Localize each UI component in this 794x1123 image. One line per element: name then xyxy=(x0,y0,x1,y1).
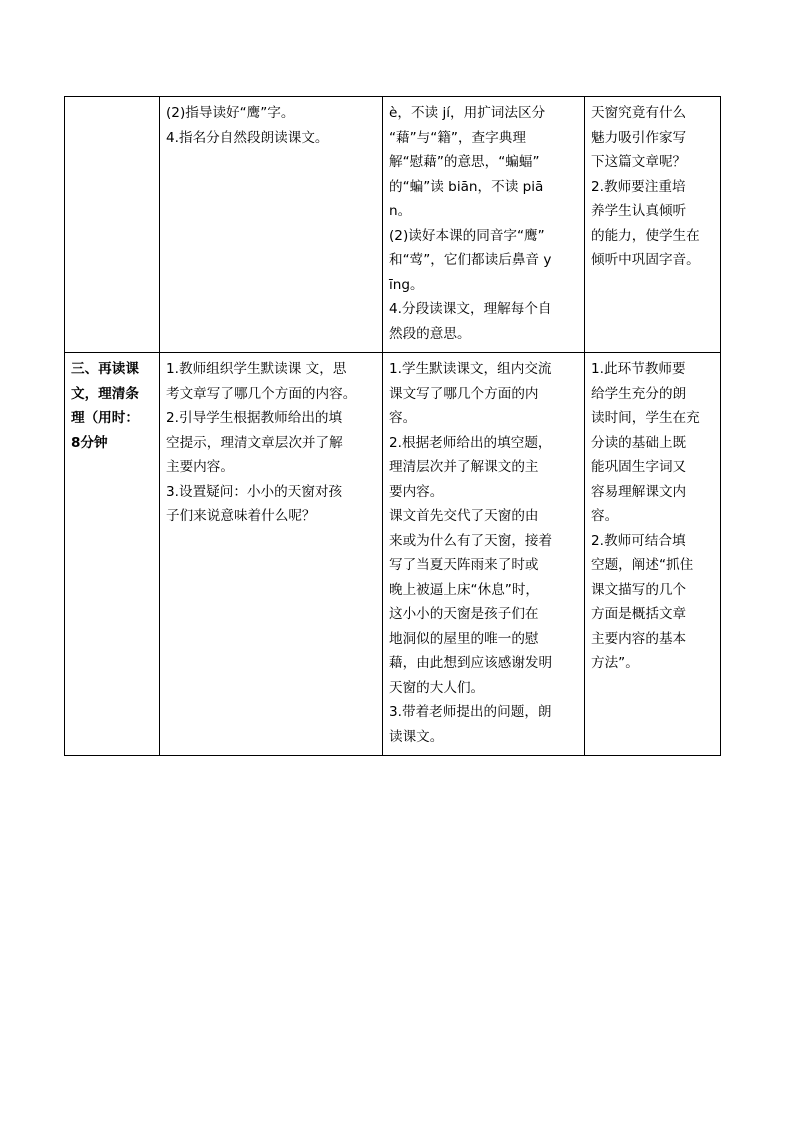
design-line: 2.教师可结合填 xyxy=(591,532,686,549)
stage-line: 文，理清条 xyxy=(71,385,139,402)
teacher-line: 1.教师组织学生默读课 文，思 xyxy=(166,361,347,377)
student-line: 容。 xyxy=(389,410,417,426)
teacher-line: 2.引导学生根据教师给出的填 xyxy=(166,410,343,426)
student-line: 4.分段读课文，理解每个自 xyxy=(389,301,552,317)
student-line: 天窗的大人们。 xyxy=(389,679,485,696)
design-line: 2.教师要注重培 xyxy=(591,178,686,195)
student-line: n。 xyxy=(389,203,412,219)
teacher-line: 考文章写了哪几个方面的内容。 xyxy=(166,385,357,402)
student-line: 3.带着老师提出的问题，朗 xyxy=(389,704,552,720)
design-line: 天窗究竟有什么 xyxy=(591,105,687,121)
table-row xyxy=(65,353,721,756)
student-line: 地洞似的屋里的唯一的慰 xyxy=(389,630,539,647)
student-line: 和“莺”，它们都读后鼻音 y xyxy=(389,252,552,268)
design-line: 读时间，学生在充 xyxy=(591,410,700,426)
student-line: 藉，由此想到应该感谢发明 xyxy=(389,655,553,671)
design-line: 空题，阐述“抓住 xyxy=(591,557,694,573)
student-line: 1.学生默读课文，组内交流 xyxy=(389,361,552,377)
teacher-activity-cell xyxy=(160,353,383,756)
design-intent-cell xyxy=(585,97,721,353)
student-line: è，不读 jí，用扩词法区分 xyxy=(389,105,546,121)
student-line: 要内容。 xyxy=(389,483,444,500)
design-intent-cell xyxy=(585,353,721,756)
teacher-line: 子们来说意味着什么呢？ xyxy=(166,508,316,524)
teacher-line: 4.指名分自然段朗读课文。 xyxy=(166,129,329,146)
student-line: 然段的意思。 xyxy=(389,325,471,342)
student-activity-cell xyxy=(383,97,585,353)
stage-line: 8分钟 xyxy=(71,434,108,451)
design-line: 下这篇文章呢？ xyxy=(591,154,687,170)
design-line: 课文描写的几个 xyxy=(591,581,687,598)
student-line: “藉”与“籍”，查字典理 xyxy=(389,129,526,146)
design-line: 1.此环节教师要 xyxy=(591,361,686,377)
student-line: 这小小的天窗是孩子们在 xyxy=(389,606,539,622)
student-activity-cell xyxy=(383,353,585,756)
student-line: 来或为什么有了天窗，接着 xyxy=(389,532,553,549)
design-line: 容。 xyxy=(591,508,619,524)
lesson-plan-table xyxy=(64,96,721,756)
student-line: 的“蝙”读 biān，不读 piā xyxy=(389,178,544,195)
teacher-activity-cell xyxy=(160,97,383,353)
design-line: 方面是概括文章 xyxy=(591,606,687,622)
student-line: 2.根据老师给出的填空题， xyxy=(389,434,552,451)
student-line: īng。 xyxy=(389,276,424,293)
student-line: 晚上被逼上床“休息”时， xyxy=(389,581,540,598)
design-line: 魅力吸引作家写 xyxy=(591,129,687,146)
stage-cell xyxy=(65,353,160,756)
design-line: 主要内容的基本 xyxy=(591,630,687,647)
design-line: 分读的基础上既 xyxy=(591,434,687,451)
design-line: 养学生认真倾听 xyxy=(591,203,687,219)
teacher-line: 3.设置疑问：小小的天窗对孩 xyxy=(166,483,343,500)
design-line: 容易理解课文内 xyxy=(591,483,687,500)
teacher-line: (2)指导读好“鹰”字。 xyxy=(166,105,295,121)
student-line: 课文首先交代了天窗的由 xyxy=(389,508,539,524)
teacher-line: 空提示，理清文章层次并了解 xyxy=(166,434,343,451)
student-line: 课文写了哪几个方面的内 xyxy=(389,385,539,402)
stage-line: 理（用时： xyxy=(71,410,139,426)
student-line: 解“慰藉”的意思，“蝙蝠” xyxy=(389,154,540,170)
design-line: 方法”。 xyxy=(591,655,639,671)
student-line: 理清层次并了解课文的主 xyxy=(389,459,539,475)
table-row xyxy=(65,97,721,353)
stage-cell xyxy=(65,97,160,353)
design-line: 能巩固生字词又 xyxy=(591,459,687,475)
student-line: 写了当夏天阵雨来了时或 xyxy=(389,557,539,573)
design-line: 倾听中巩固字音。 xyxy=(591,252,700,268)
design-line: 的能力，使学生在 xyxy=(591,227,700,244)
student-line: (2)读好本课的同音字“鹰” xyxy=(389,227,545,244)
student-line: 读课文。 xyxy=(389,728,444,745)
teacher-line: 主要内容。 xyxy=(166,459,234,475)
design-line: 给学生充分的朗 xyxy=(591,385,687,402)
stage-line: 三、再读课 xyxy=(71,361,139,377)
